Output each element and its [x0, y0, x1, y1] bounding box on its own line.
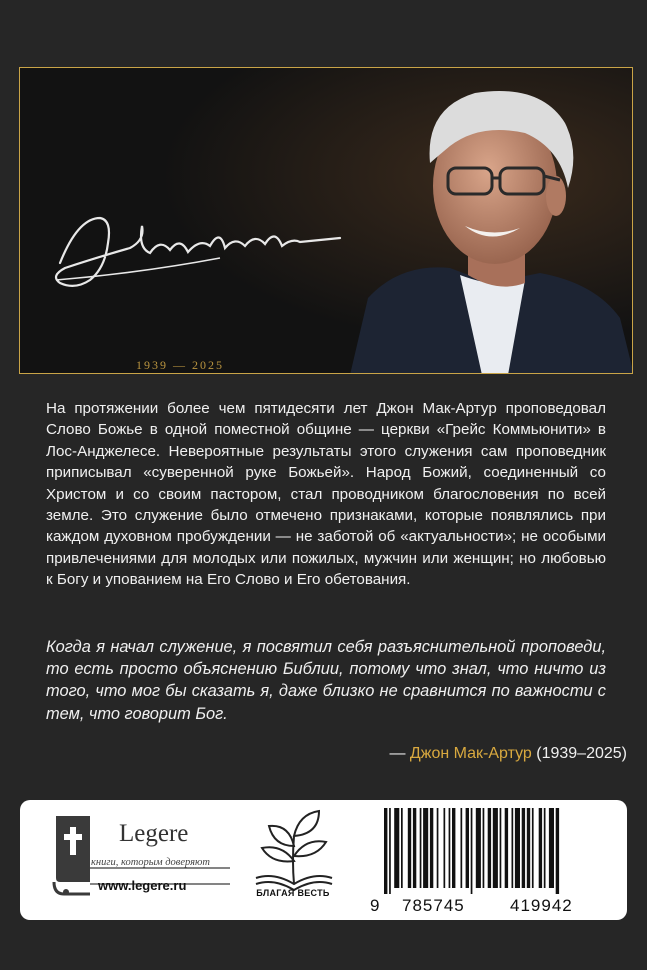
barcode-bar: [500, 808, 502, 888]
attribution-dash: —: [389, 745, 410, 762]
barcode-bar: [512, 808, 514, 888]
barcode-bar: [384, 808, 387, 894]
barcode-bar: [556, 808, 559, 894]
barcode-bar: [466, 808, 469, 888]
barcode-bar: [430, 808, 433, 888]
barcode-bar: [389, 808, 391, 894]
barcode-bar: [539, 808, 542, 888]
barcode-bar: [505, 808, 508, 888]
barcode-bar: [413, 808, 416, 888]
isbn-middle-digits: 785745: [402, 896, 465, 915]
publisher-tagline: книги, которым доверяют: [91, 857, 211, 868]
barcode-bar: [522, 808, 525, 888]
partner-name: БЛАГАЯ ВЕСТЬ: [256, 888, 330, 898]
barcode-bar: [471, 808, 473, 894]
barcode-bar: [444, 808, 446, 888]
isbn-barcode: [382, 808, 614, 894]
barcode-bar: [532, 808, 534, 888]
portrait-years: 1939 — 2025: [136, 358, 224, 372]
attribution-author: Джон Мак-Артур: [409, 745, 532, 762]
portrait-frame: [19, 67, 633, 374]
barcode-bar: [437, 808, 439, 888]
publisher-name: Legere: [119, 820, 189, 847]
barcode-bar: [488, 808, 491, 888]
isbn-last-digits: 419942: [510, 896, 573, 915]
barcode-bar: [549, 808, 554, 888]
barcode-bar: [401, 808, 403, 888]
barcode-bar: [461, 808, 463, 888]
quote-attribution: [389, 745, 627, 763]
attribution-years: (1939–2025): [531, 745, 627, 762]
barcode-bar: [394, 808, 399, 888]
barcode-bar: [423, 808, 428, 888]
barcode-bar: [408, 808, 411, 888]
quote-text: Когда я начал служение, я посвятил себя разъяснительной проповеди, то есть просто объяснению Библии, потому что знал, что ничто из того, что мог бы сказать я, даже близко не сравнится по важности с тем, что говорит Бог.: [46, 638, 606, 723]
publisher-panel: [20, 800, 627, 920]
barcode-bar: [483, 808, 485, 888]
barcode-bar: [420, 808, 422, 888]
barcode-bar: [476, 808, 481, 888]
barcode-bar: [449, 808, 451, 888]
barcode-bar: [544, 808, 546, 888]
isbn-first-digit: 9: [370, 896, 380, 915]
portrait-image: [20, 68, 633, 374]
description-text: На протяжении более чем пятидесяти лет Джон Мак-Артур проповедовал Слово Божье в одной поместной общине — церкви «Грейс Коммьюнити» в Лос-Анджелесе. Невероятные результаты этого служения сам проповедник приписывал «суверенной руке Божьей». Народ Божий, соединенный со Христом и со своим пастором, стал проводником благословения по всей земле. Это служение было отмечено признаками, которые появлялись при каждом духовном пробуждении — не заботой об «актуальности»; не особыми привлечениями для молодых или пожилых, мужчин или женщин; но любовью к Богу и упованием на Его Слово и Его обетования.: [46, 400, 606, 589]
barcode-bar: [493, 808, 498, 888]
barcode-bar: [527, 808, 530, 888]
publisher-url: www.legere.ru: [98, 878, 187, 893]
barcode-bar: [452, 808, 455, 888]
barcode-bar: [515, 808, 520, 888]
